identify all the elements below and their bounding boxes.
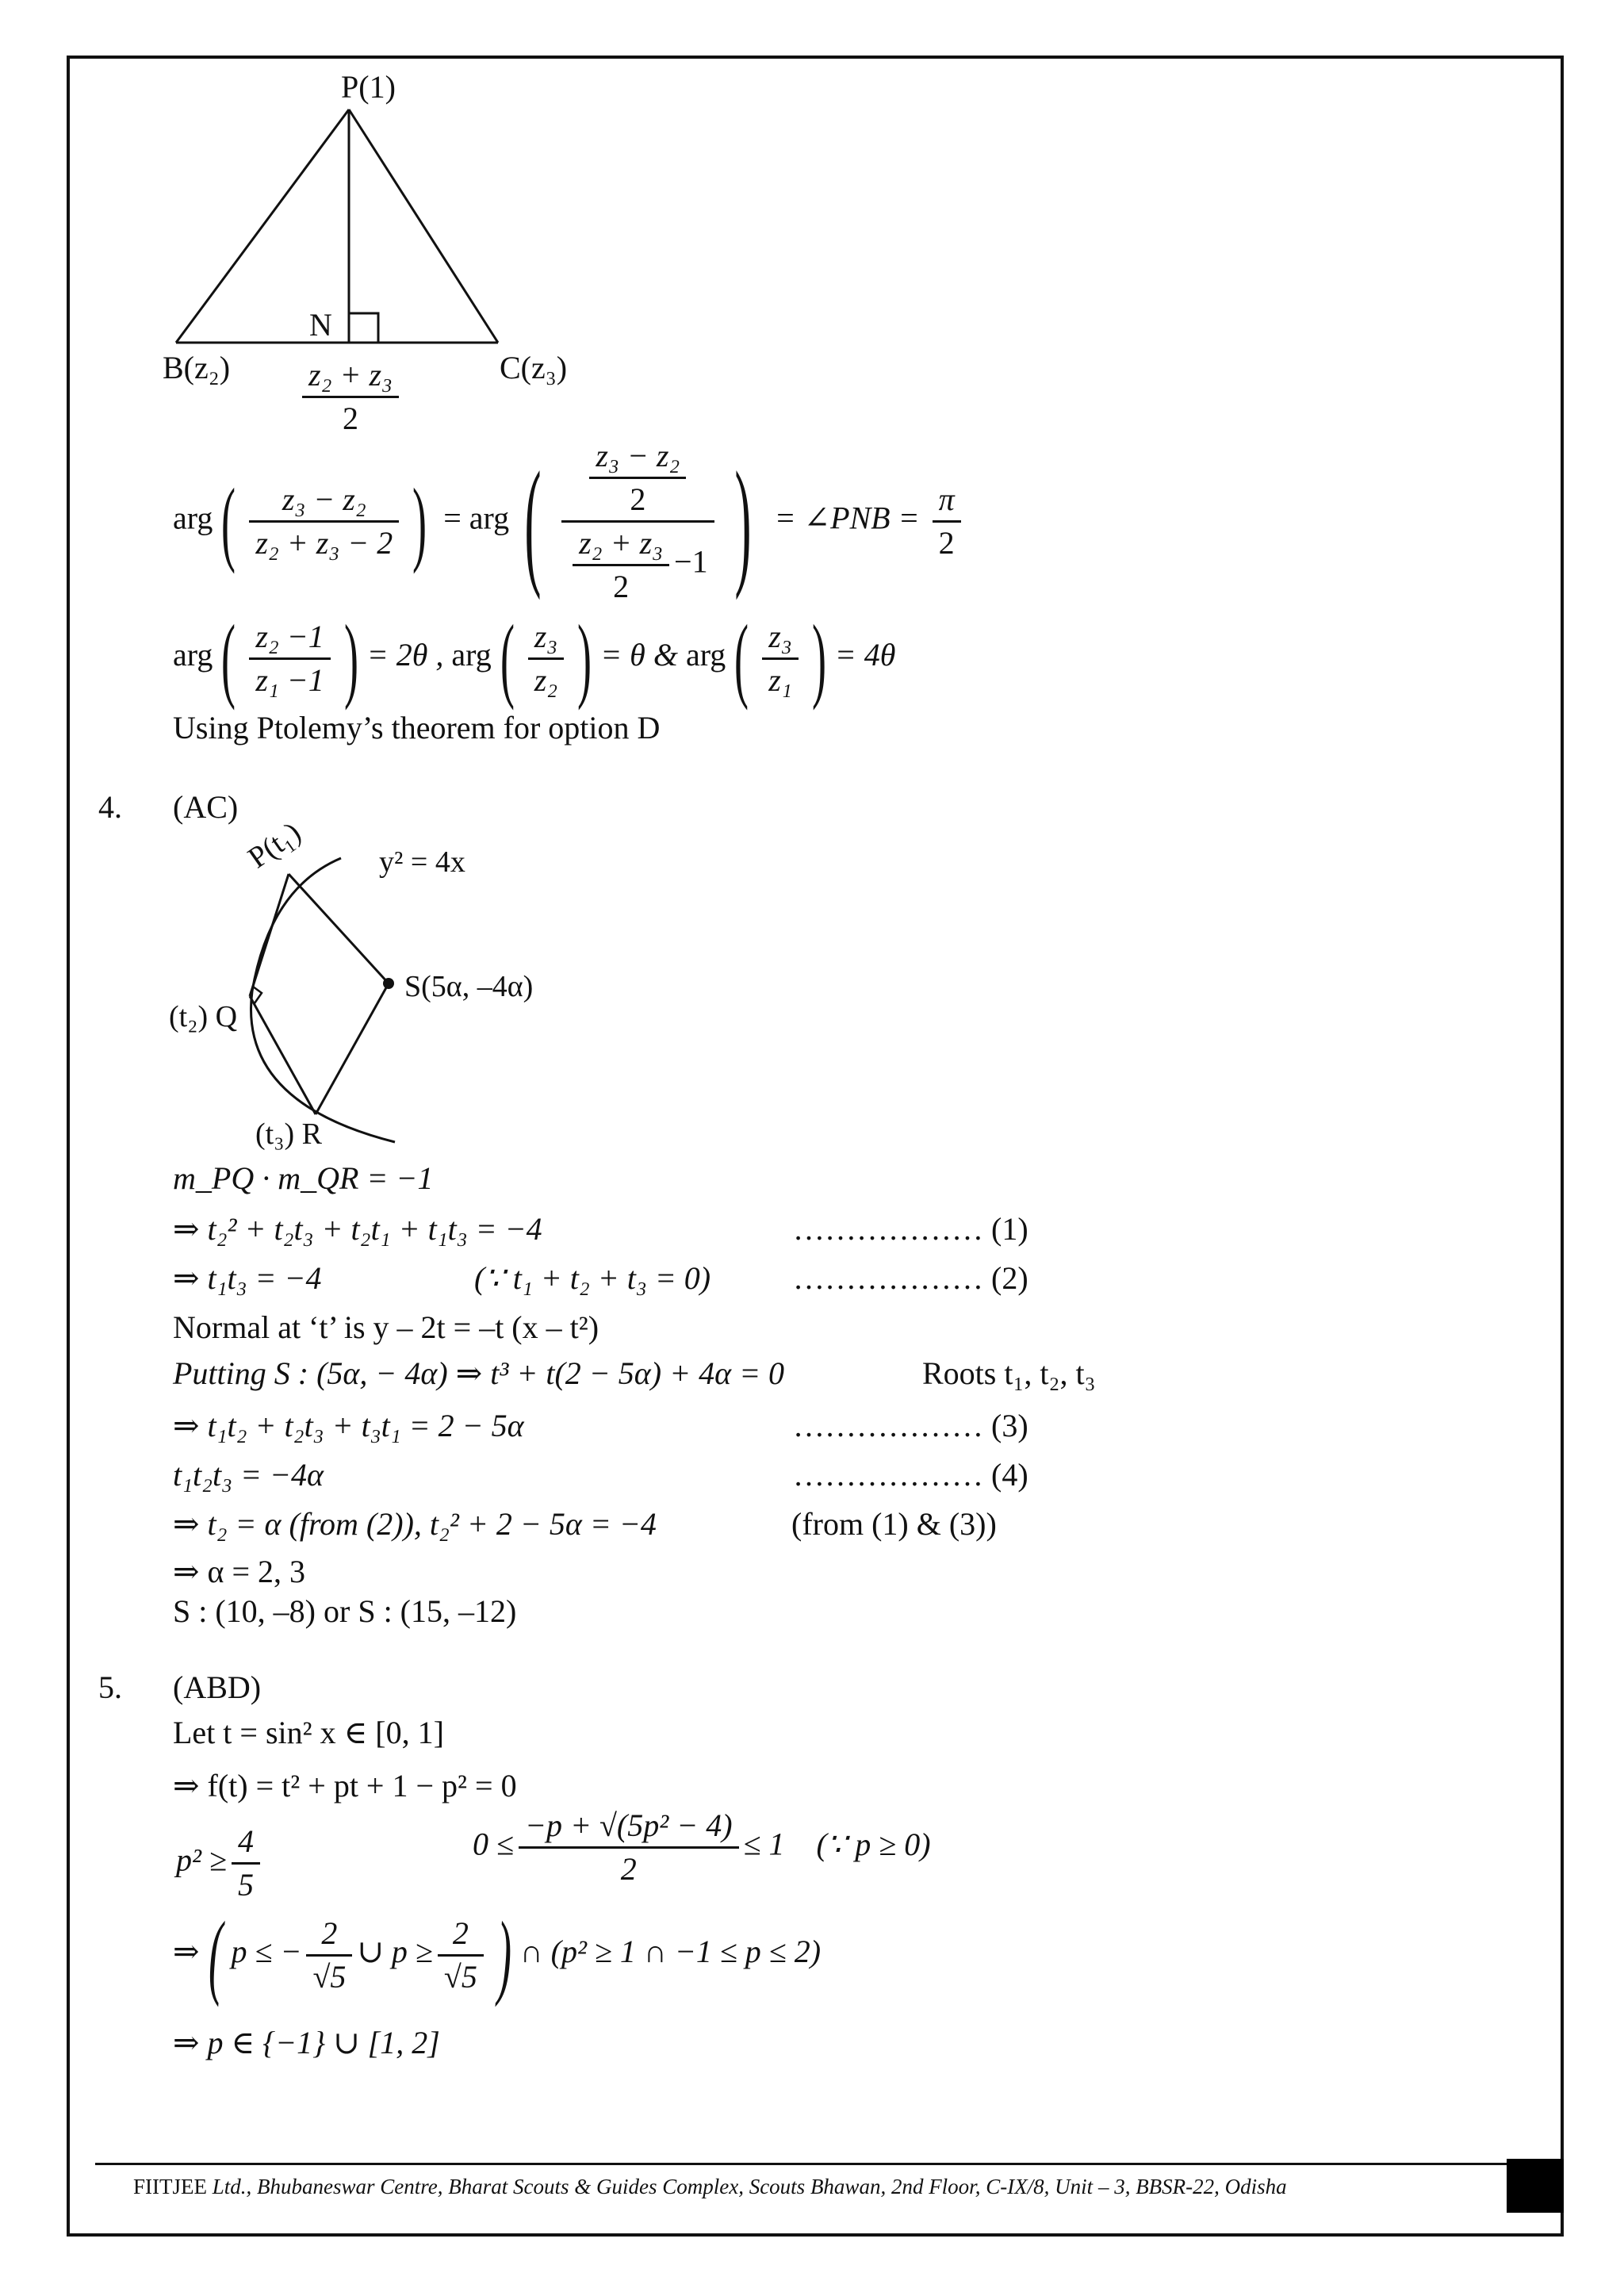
label-n: N bbox=[309, 307, 332, 343]
page-number-box bbox=[1507, 2159, 1564, 2213]
q4-line-7: t₁t₂t₃ = −4α bbox=[173, 1457, 324, 1493]
q5-line-3b: 0 ≤ $\frac{\text{−p + √(5p² − 4)}}{2}$ ≤ 1 (∵ p ≥ 0) bbox=[473, 1807, 931, 1887]
q5-line-2: ⇒ f(t) = t² + pt + 1 − p² = 0 bbox=[173, 1768, 517, 1803]
label-p-t1: P(t₁) bbox=[242, 815, 307, 876]
label-midpoint: $\frac{\text{z₂ + z₃}}{2}$ bbox=[297, 359, 404, 435]
label-p1: P(1) bbox=[341, 69, 396, 105]
ptolemy-note: Using Ptolemy’s theorem for option D bbox=[173, 710, 661, 746]
label-r: (t₃) R bbox=[255, 1117, 322, 1151]
label-parabola-equation: y² = 4x bbox=[379, 845, 465, 879]
question-4-answer: (AC) bbox=[173, 789, 239, 825]
q4-line-6: ⇒ t₁t₂ + t₂t₃ + t₃t₁ = 2 − 5α bbox=[173, 1408, 524, 1443]
question-5-number: 5. bbox=[98, 1669, 122, 1705]
arg-equation-2: arg( $\frac{\text{z₂ −1}}{\text{z₁ −1}}$ ) = 2θ , arg( $\frac{\text{z₃}}{\text{z₂}}$ ) = θ & arg( $\frac{\text{z₃}}{\text{z₁}}$ ) = 4θ bbox=[173, 605, 896, 711]
question-4-number: 4. bbox=[98, 789, 122, 825]
label-b: B(z₂) bbox=[163, 350, 231, 385]
footer-text: Ltd., Bhubaneswar Centre, Bharat Scouts & Guides Complex, Scouts Bhawan, 2nd Floor, C-IX/8, Unit – 3, BBSR-22, Odisha bbox=[206, 2175, 1287, 2198]
q5-line-3a: p² ≥ $\frac{4}{5}$ bbox=[176, 1826, 265, 1901]
label-c: C(z₃) bbox=[500, 350, 568, 385]
q4-ref-3: ……………… (3) bbox=[793, 1408, 1028, 1443]
label-q: (t₂) Q bbox=[169, 1000, 238, 1033]
label-s: S(5α, –4α) bbox=[404, 970, 534, 1003]
q4-line-2: ⇒ t₂² + t₂t₃ + t₂t₁ + t₁t₃ = −4 bbox=[173, 1211, 542, 1247]
footer-rule bbox=[95, 2163, 1562, 2165]
q4-line-5: Putting S : (5α, − 4α) ⇒ t³ + t(2 − 5α) + 4α = 0 bbox=[173, 1355, 785, 1391]
question-5-answer: (ABD) bbox=[173, 1669, 262, 1705]
q4-line-9: ⇒ α = 2, 3 bbox=[173, 1554, 306, 1589]
q4-line-8: ⇒ t₂ = α (from (2)), t₂² + 2 − 5α = −4 bbox=[173, 1506, 657, 1542]
q4-ref-1: ……………… (1) bbox=[793, 1211, 1028, 1247]
footer-brand: FIITJEE bbox=[133, 2175, 207, 2198]
q5-line-1: Let t = sin² x ∈ [0, 1] bbox=[173, 1715, 444, 1750]
q4-line-10: S : (10, –8) or S : (15, –12) bbox=[173, 1593, 517, 1629]
q4-ref-4: ……………… (4) bbox=[793, 1457, 1028, 1493]
q4-line-5-note: Roots t₁, t₂, t₃ bbox=[922, 1355, 1096, 1391]
q4-line-1: m_PQ · m_QR = −1 bbox=[173, 1160, 434, 1196]
footer-address bbox=[133, 2175, 1287, 2199]
q4-line-3: ⇒ t₁t₃ = −4 bbox=[173, 1260, 322, 1296]
q4-line-4: Normal at ‘t’ is y – 2t = –t (x – t²) bbox=[173, 1309, 599, 1345]
q4-ref-2: ……………… (2) bbox=[793, 1260, 1028, 1296]
triangle-figure bbox=[159, 95, 603, 365]
q4-line-8-note: (from (1) & (3)) bbox=[791, 1506, 997, 1542]
q5-line-5: ⇒ p ∈ {−1} ∪ [1, 2] bbox=[173, 2025, 440, 2060]
arg-equation-1: arg( $\frac{\text{z₃ − z₂}}{\text{z₂ + z₃ − 2}}$ ) = arg ( $\frac{\text{z₃ − z₂}}{2}$ $\frac{\text{z₂ + z₃}}{2}$ −1 ) = ∠PNB = $\frac{\pi}{2}$ bbox=[173, 440, 966, 603]
q5-line-4: ⇒( p ≤ − $\frac{2}{√5}$ ∪ p ≥ $\frac{2}{√5}$ ) ∩ (p² ≥ 1 ∩ −1 ≤ p ≤ 2) bbox=[173, 1902, 822, 2007]
q4-line-3-note: (∵ t₁ + t₂ + t₃ = 0) bbox=[474, 1260, 711, 1296]
